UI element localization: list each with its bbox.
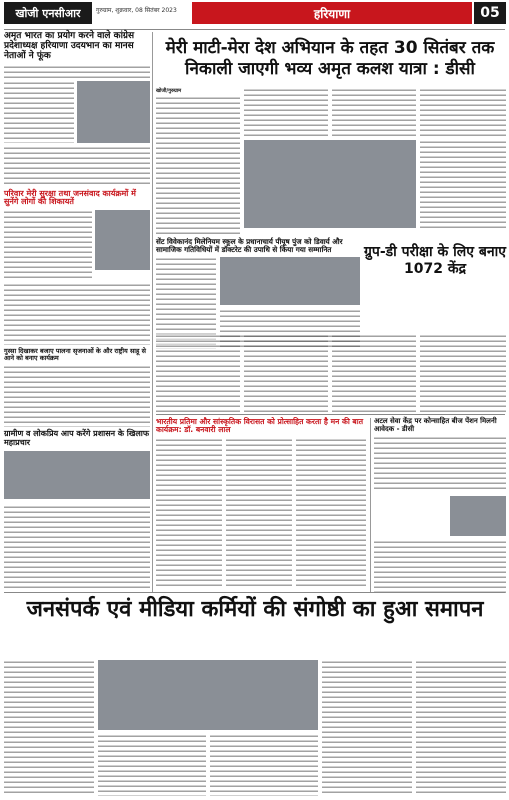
- masthead-rule: [4, 29, 505, 30]
- story3-headline: गुस्सा दिखाकर बजाए पालना सृजनाओं के और राष्ट्रीय साहू से आने को बनाए कार्यक्रम: [4, 347, 146, 363]
- text-block: [156, 96, 240, 236]
- photo: [220, 257, 360, 305]
- banner-rule: [4, 592, 505, 593]
- photo: [450, 496, 506, 536]
- photo: [77, 81, 150, 143]
- banner-headline: जनसंपर्क एवं मीडिया कर्मियों की संगोष्ठी का हुआ समापन: [26, 597, 484, 622]
- lead-byline: खोजी/गुरुग्राम: [156, 88, 182, 94]
- text-block: [4, 65, 150, 79]
- culture-story: [156, 418, 366, 588]
- lead-photo: [244, 140, 416, 228]
- section-title: हरियाणा: [192, 2, 472, 24]
- text-block: [244, 334, 328, 414]
- masthead: [0, 0, 509, 28]
- photo: [95, 210, 150, 270]
- story1-headline: अमृत भारत का प्रयोग करने वाले कांग्रेस प्रदेशाध्यक्ष हरियाणा उदयभान का मानस नेताओं ने फूंक: [4, 31, 135, 61]
- text-block: [332, 88, 416, 136]
- left-column: [4, 32, 150, 499]
- text-block: [416, 660, 506, 796]
- text-block: [98, 734, 206, 796]
- text-block: [4, 81, 74, 143]
- text-block: [4, 283, 150, 345]
- text-block: [374, 436, 506, 492]
- column-divider: [152, 32, 153, 592]
- service-headline: अटल सेवा केंद्र पर कोन्साहित बीज पेंशन मिलनी आवेदक - डीसी: [374, 417, 497, 433]
- group-d-headline: ग्रुप-डी परीक्षा के लिए बनाए 1072 केंद्र: [364, 244, 506, 277]
- text-block: [4, 365, 150, 427]
- group-d-body: [156, 334, 506, 414]
- school-headline: सेंट विवेकानंद मिलेनियम स्कूल के प्रधानाचार्य पीयूष पुंज को डिवार्य और सामाजिक गतिविधियों में डॉक्टरेट की उपाधि से किया गया सम्मानित: [156, 237, 343, 254]
- story4-headline: ग्रामीण व लोकप्रिय आप करेंगे प्रशासन के खिलाफ महाप्रचार: [4, 429, 150, 448]
- text-block: [420, 140, 506, 228]
- text-block: [420, 88, 506, 136]
- text-block: [226, 438, 292, 588]
- group-d-story: [364, 244, 506, 278]
- section-rule: [156, 414, 505, 415]
- service-story: [374, 418, 506, 594]
- text-block: [4, 146, 150, 186]
- column-divider: [370, 418, 371, 592]
- lead-headline: मेरी माटी-मेरा देश अभियान के तहत 30 सितंबर तक निकाली जाएगी भव्य अमृत कलश यात्रा : डीसी: [165, 38, 495, 79]
- newspaper-name: खोजी एनसीआर: [4, 2, 92, 24]
- culture-headline: भारतीय प्रतिमा और सांस्कृतिक विरासत को प्रोत्साहित करता है मन की बात कार्यक्रम: डॉ. बनवारी लाल: [156, 417, 364, 435]
- story2-headline: परिवार मेरी सुरक्षा तथा जनसंवाद कार्यक्रमों में सुनेंगे लोगों की शिकायतें: [4, 188, 136, 207]
- text-block: [4, 210, 92, 280]
- photo: [4, 451, 150, 499]
- issue-date: गुरुग्राम, शुक्रवार, 08 सितंबर 2023: [96, 7, 177, 14]
- text-block: [156, 438, 222, 588]
- text-block: [4, 505, 150, 589]
- page-number: 05: [474, 2, 506, 24]
- text-block: [374, 540, 506, 594]
- text-block: [420, 334, 506, 414]
- text-block: [210, 734, 318, 796]
- text-block: [322, 660, 412, 796]
- lead-story: [156, 88, 506, 236]
- banner-story: [4, 660, 506, 796]
- text-block: [244, 88, 328, 136]
- text-block: [4, 660, 94, 796]
- school-story: [156, 238, 360, 349]
- text-block: [156, 334, 240, 414]
- text-block: [332, 334, 416, 414]
- banner-photo: [98, 660, 318, 730]
- text-block: [296, 438, 366, 588]
